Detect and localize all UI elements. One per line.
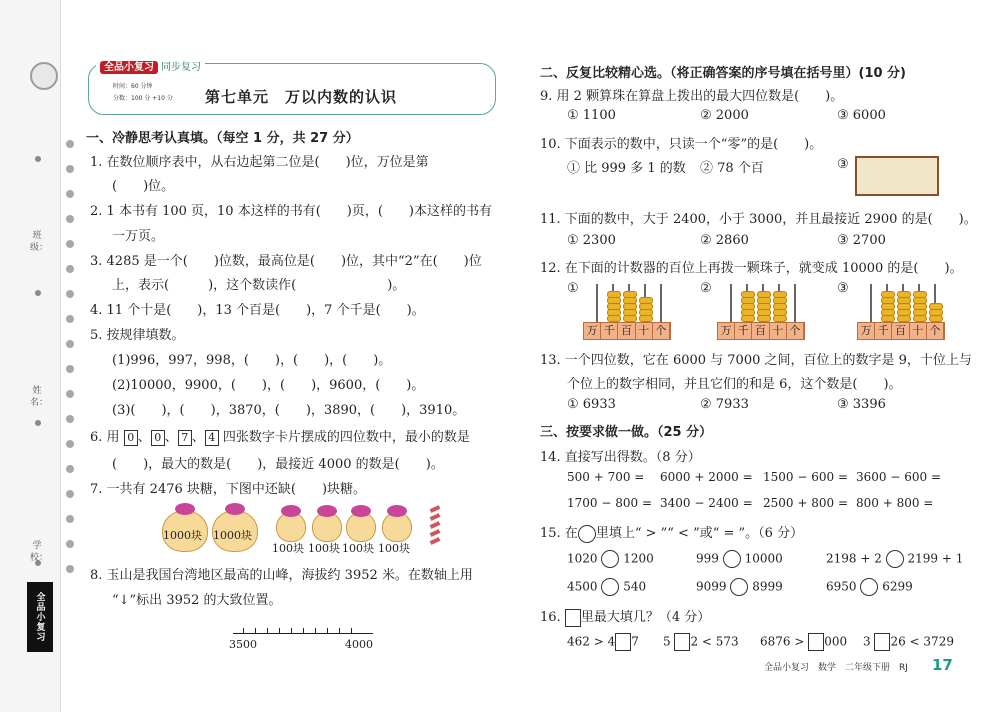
candy-bag-100: [312, 512, 342, 542]
bag-label: 1000块: [213, 529, 252, 542]
q15-suffix: 里填上“ > ”“ < ”或“ = ”。（6 分）: [595, 526, 804, 541]
number-line: [233, 633, 373, 634]
q1-line2: ( )位。: [112, 179, 175, 194]
square-box-icon: [565, 609, 581, 627]
answer-circle[interactable]: [886, 550, 904, 568]
calc-item: 1500 − 600 =: [763, 470, 848, 484]
axis-label-end: 4000: [345, 638, 373, 651]
compare-item: 4500 540: [567, 578, 646, 596]
q5: 5. 按规律填数。: [90, 328, 185, 343]
counter-base: 万 千 百 十 个: [583, 322, 671, 340]
calc-item: 1700 − 800 =: [567, 496, 652, 510]
calc-item: 6000 + 2000 =: [660, 470, 753, 484]
answer-circle[interactable]: [860, 578, 878, 596]
header-meta: [113, 81, 173, 105]
q6-prefix: 6. 用: [90, 430, 120, 445]
candy-bag-100: [382, 512, 412, 542]
brand-logo: 全品小复习: [27, 582, 53, 652]
badge-brand: 全品小复习: [100, 61, 158, 74]
q16: [540, 606, 710, 627]
candy-piece: [430, 537, 441, 545]
q13-option: ② 7933: [700, 397, 749, 412]
answer-circle[interactable]: [730, 578, 748, 596]
q15-prefix: 15. 在: [540, 526, 578, 541]
answer-box[interactable]: [808, 633, 824, 651]
answer-box[interactable]: [615, 633, 631, 651]
q12-option: ②: [700, 281, 712, 296]
q2-line1: 2. 1 本书有 100 页，10 本这样的书有( )页，( )本这样的书有: [90, 204, 492, 219]
q3-line1: 3. 4285 是一个( )位数，最高位是( )位，其中“2”在( )位: [90, 254, 482, 269]
q9-option: ③ 6000: [837, 108, 886, 123]
calc-item: 800 + 800 =: [856, 496, 934, 510]
candy-piece: [430, 529, 441, 537]
q1-line1: 1. 在数位顺序表中，从右边起第二位是( )位，万位是第: [90, 155, 429, 170]
badge-sub: 同步复习: [161, 62, 201, 73]
name-label: 姓 名：: [30, 386, 49, 408]
fill-item: 462 > 4 7: [567, 633, 639, 651]
candy-piece: [430, 521, 441, 529]
bag-label: 100块: [378, 542, 410, 555]
q4: 4. 11 个十是( )，13 个百是( )，7 个千是( )。: [90, 303, 425, 318]
fill-item: 6876 > 000: [760, 633, 847, 651]
time-info: 时间：60 分钟: [113, 83, 153, 90]
bag-label: 100块: [342, 542, 374, 555]
q6-line2: ( )，最大的数是( )，最接近 4000 的数是( )。: [112, 457, 444, 472]
q11-option: ③ 2700: [837, 233, 886, 248]
q5-part3: (3)( )，( )，3870，( )，3890，( )，3910。: [112, 403, 466, 418]
calc-item: 2500 + 800 =: [763, 496, 848, 510]
q10-option: ③: [837, 157, 849, 172]
digit-card: 0: [151, 430, 165, 446]
bag-label: 100块: [308, 542, 340, 555]
q3-line2: 上，表示( )，这个数读作( )。: [112, 278, 406, 293]
class-label: 班 级：: [30, 231, 49, 253]
counter-c: [857, 282, 945, 340]
counter-base: 万 千 百 十 个: [857, 322, 945, 340]
ring-dots: [66, 140, 80, 590]
unit-title: 第七单元 万以内数的认识: [205, 88, 398, 106]
compare-item: 9099 8999: [696, 578, 783, 596]
page-number: 17: [932, 656, 953, 674]
answer-circle[interactable]: [601, 578, 619, 596]
q9-option: ① 1100: [567, 108, 616, 123]
school-label: 学 校：: [30, 541, 49, 563]
candy-bag-100: [346, 512, 376, 542]
q7: 7. 一共有 2476 块糖，下图中还缺( )块糖。: [90, 482, 367, 497]
compare-item: 2198 + 2 2199 + 1: [826, 550, 963, 568]
calc-item: 500 + 700 =: [567, 470, 645, 484]
q10-option: ② 78 个百: [700, 161, 764, 176]
candy-piece: [430, 505, 441, 513]
q6-line1: 6. 用 0 、 0 、 7 、 4 四张数字卡片摆成的四位数中，最小的数是: [90, 430, 470, 445]
bag-label: 1000块: [163, 529, 202, 542]
q16-suffix: 里最大填几？（4 分）: [580, 610, 711, 625]
bag-label: 100块: [272, 542, 304, 555]
q11-option: ② 2860: [700, 233, 749, 248]
q6-suffix: 四张数字卡片摆成的四位数中，最小的数是: [222, 430, 470, 445]
q10: 10. 下面表示的数中，只读一个“零”的是( )。: [540, 137, 823, 152]
q15: [540, 522, 803, 543]
section3-title: 三、按要求做一做。（25 分）: [540, 425, 713, 440]
axis-label-start: 3500: [229, 638, 257, 651]
q8-line1: 8. 玉山是我国台湾地区最高的山峰，海拔约 3952 米。在数轴上用: [90, 568, 473, 583]
seal-icon: [30, 62, 58, 90]
compare-item: 1020 1200: [567, 550, 654, 568]
counter-base: 万 千 百 十 个: [717, 322, 805, 340]
fill-item: 3 26 < 3729: [863, 633, 954, 651]
punch-hole: [35, 156, 41, 162]
q5-part2: (2)10000，9900，( )，( )，9600，( )。: [112, 378, 425, 393]
section1-title: 一、冷静思考认真填。（每空 1 分，共 27 分）: [86, 131, 359, 146]
q8-line2: “↓”标出 3952 的大致位置。: [112, 593, 282, 608]
compare-circle-icon: [578, 525, 596, 543]
answer-circle[interactable]: [601, 550, 619, 568]
counter-a: [583, 282, 671, 340]
q2-line2: 一万页。: [112, 229, 165, 244]
calc-item: 3600 − 600 =: [856, 470, 941, 484]
answer-box[interactable]: [874, 633, 890, 651]
compare-item: 6950 6299: [826, 578, 913, 596]
counter-b: [717, 282, 805, 340]
q13-line1: 13. 一个四位数，它在 6000 与 7000 之间，百位上的数字是 9，十位上与: [540, 353, 972, 368]
score-info: 分数：100 分 +10 分: [113, 95, 173, 102]
candy-piece: [430, 513, 441, 521]
q9-option: ② 2000: [700, 108, 749, 123]
section2-title: 二、反复比较精心选。（将正确答案的序号填在括号里）(10 分): [540, 66, 906, 81]
digit-card: 0: [124, 430, 138, 446]
q14: 14. 直接写出得数。（8 分）: [540, 450, 701, 465]
q9: 9. 用 2 颗算珠在算盘上拨出的最大四位数是( )。: [540, 89, 844, 104]
answer-box[interactable]: [674, 633, 690, 651]
header-badge: [96, 58, 205, 73]
q13-option: ③ 3396: [837, 397, 886, 412]
q16-prefix: 16.: [540, 610, 561, 625]
fill-item: 5 2 < 573: [663, 633, 739, 651]
calc-item: 3400 − 2400 =: [660, 496, 753, 510]
digit-card: 7: [178, 430, 192, 446]
compare-item: 999 10000: [696, 550, 783, 568]
abacus-image: [855, 156, 939, 198]
q12-option: ①: [567, 281, 579, 296]
answer-circle[interactable]: [723, 550, 741, 568]
digit-card: 4: [205, 430, 219, 446]
punch-hole: [35, 420, 41, 426]
q11: 11. 下面的数中，大于 2400，小于 3000，并且最接近 2900 的是( )。: [540, 212, 977, 227]
q12: 12. 在下面的计数器的百位上再拨一颗珠子，就变成 10000 的是( )。: [540, 261, 963, 276]
q5-part1: (1)996，997，998，( )，( )，( )。: [112, 353, 392, 368]
binding-strip: [0, 0, 61, 712]
q12-option: ③: [837, 281, 849, 296]
q13-line2: 个位上的数字相同，并且它们的和是 6，这个数是( )。: [567, 377, 902, 392]
footer-text: 全品小复习 数学 二年级下册 RJ: [764, 663, 908, 673]
q10-option: ① 比 999 多 1 的数: [567, 161, 686, 176]
q11-option: ① 2300: [567, 233, 616, 248]
punch-hole: [35, 290, 41, 296]
q13-option: ① 6933: [567, 397, 616, 412]
candy-bag-100: [276, 512, 306, 542]
